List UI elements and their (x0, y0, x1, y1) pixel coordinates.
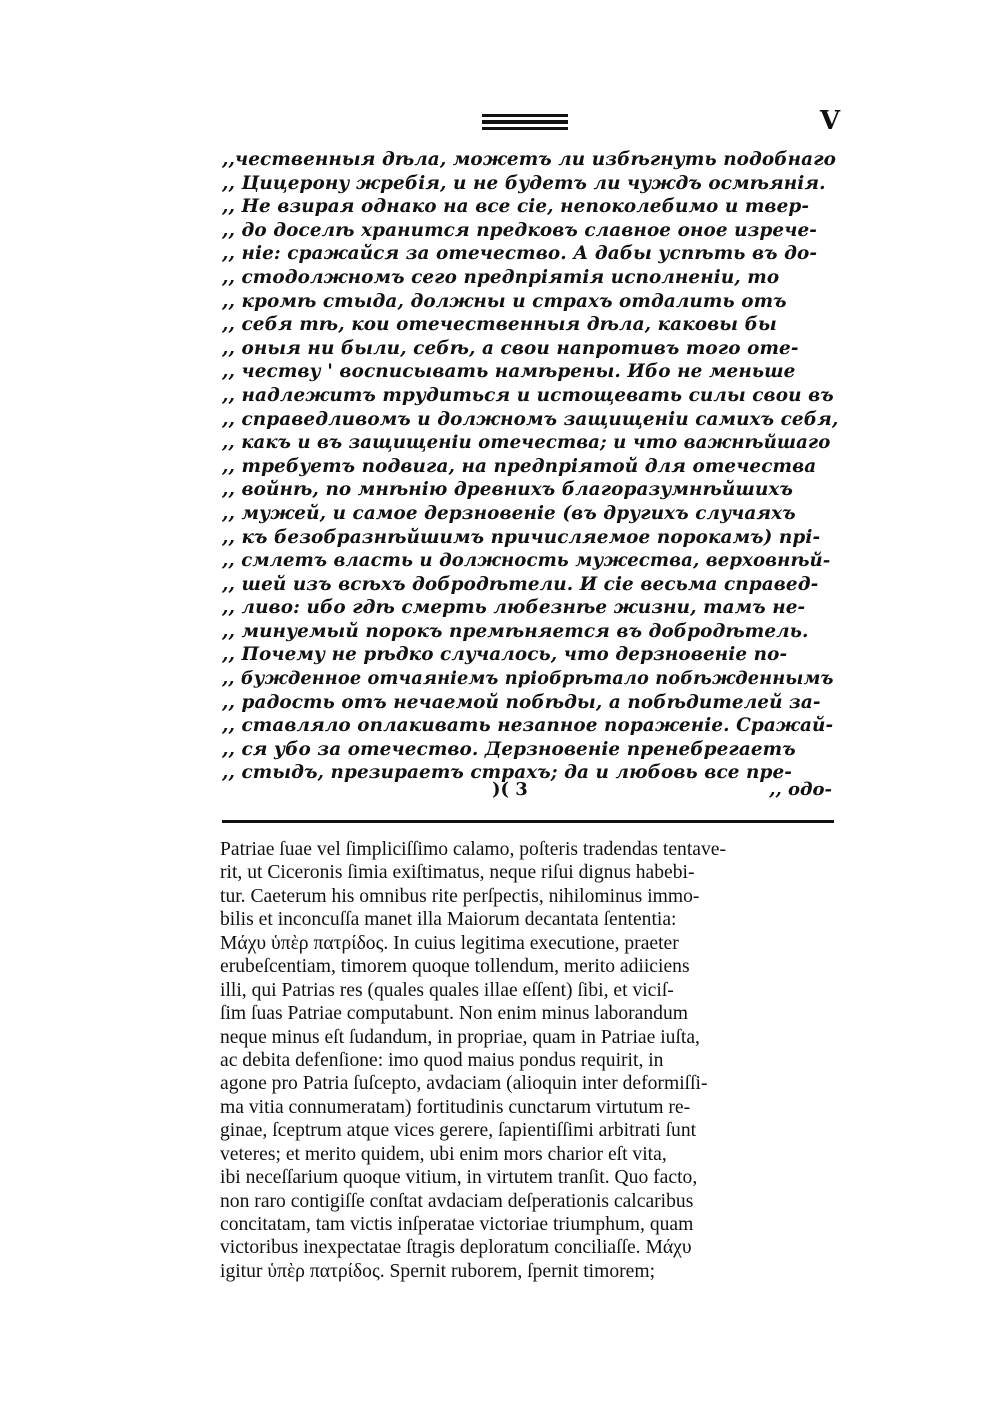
russian-text-line: ,, къ безобразнѣйшимъ причисляемое порокамъ) прі- (222, 526, 821, 548)
latin-text-line: rit, ut Ciceronis ſimia exiſtimatus, neque riſui dignus habebi- (220, 862, 695, 884)
page-header (220, 104, 840, 138)
latin-text-line: ma vitia connumeratam) fortitudinis cunctarum virtutum re- (220, 1096, 691, 1118)
russian-text-line: ,, ся убо за отечество. Дерзновеніе пренебрегаетъ (222, 738, 796, 760)
latin-text-line: Μάχυ ὑπὲρ πατρίδος. In cuius legitima executione, praeter (220, 932, 679, 954)
russian-text-line: ,, кромѣ стыда, должны и страхъ отдалить отъ (222, 290, 787, 312)
russian-text-line: ,, честву ' восписывать намѣрены. Ибо не меньше (222, 361, 796, 383)
catchword: ,, одо- (769, 779, 832, 800)
signature-mark: )( 3 (492, 779, 528, 800)
russian-text-line: ,, минуемый порокъ премѣняется въ добродѣтель. (222, 620, 809, 642)
russian-text-line: ,, мужей, и самое дерзновеніе (въ другихъ случаяхъ (222, 502, 796, 524)
latin-text-line: non raro contigiſſe conſtat avdaciam deſperationis calcaribus (220, 1190, 694, 1212)
russian-text-line: ,, ливо: ибо гдѣ смерть любезнѣе жизни, тамъ не- (222, 597, 806, 619)
russian-text-line: ,,чественныя дѣла, можетъ ли избѣгнуть подобнаго (222, 149, 837, 170)
russian-text-line: ,, до доселѣ хранится предковъ славное оное изрече- (222, 219, 818, 241)
russian-text-line: ,, стыдъ, презираетъ страхъ; да и любовь все пре- (222, 762, 793, 784)
header-ornament (482, 114, 568, 128)
footnote-divider (222, 820, 834, 823)
latin-text-line: bilis et inconcuſſa manet illa Maiorum decantata ſententia: (220, 909, 677, 931)
russian-text-line: ,, шей изъ всѣхъ добродѣтели. И сіе весьма справед- (222, 573, 819, 595)
russian-text-line: ,, справедливомъ и должномъ защищеніи самихъ себя, (222, 408, 838, 430)
russian-text-block (222, 148, 838, 785)
signature-row (222, 779, 838, 803)
latin-text-line: concitatam, tam victis inſperatae victoriae triumphum, quam (220, 1214, 694, 1235)
latin-text-line: ſim ſuas Patriae computabunt. Non enim minus laborandum (220, 1003, 688, 1025)
russian-text-line: ,, себя тѣ, кои отечественныя дѣла, каковы бы (222, 314, 777, 336)
latin-text-block (220, 838, 838, 1283)
latin-text-line: ginae, ſceptrum atque vices gerere, ſapientiſſimi arbitrati ſunt (220, 1120, 697, 1142)
latin-text-line: ibi neceſſarium quoque vitium, in virtutem tranſit. Quo facto, (220, 1167, 698, 1189)
russian-text-line: ,, Цицерону жребія, и не будетъ ли чуждъ осмѣянія. (222, 172, 826, 194)
latin-text-line: neque minus eſt ſudandum, in propriae, quam in Patriae iuſta, (220, 1026, 700, 1048)
latin-text-line: ac debita defenſione: imo quod maius pondus requirit, in (220, 1049, 664, 1071)
latin-text-line: agone pro Patria ſuſcepto, avdaciam (alioquin inter deformiſſi- (220, 1073, 708, 1095)
russian-text-line: ,, ставляло оплакивать незапное пораженіе. Сражай- (222, 715, 834, 737)
latin-text-line: illi, qui Patrias res (quales quales illae eſſent) ſibi, et viciſ- (220, 979, 674, 1001)
russian-text-line: ,, Не взирая однако на все сіе, непоколебимо и твер- (222, 196, 810, 218)
russian-text-line: ,, оныя ни были, себѣ, а свои напротивъ того оте- (222, 337, 799, 359)
latin-text-line: igitur ὑπὲρ πατρίδος. Spernit ruborem, ſpernit timorem; (220, 1260, 656, 1282)
latin-text-line: tur. Caeterum his omnibus rite perſpectis, nihilominus immo- (220, 885, 700, 907)
latin-text-line: victoribus inexpectatae ſtragis deploratum conciliaſſe. Μάχυ (220, 1237, 692, 1259)
russian-text-line: ,, Почему не рѣдко случалось, что дерзновеніе по- (222, 644, 788, 666)
russian-text-line: ,, смлетъ власть и должность мужества, верховнѣй- (222, 550, 831, 572)
russian-text-line: ,, радость отъ нечаемой побѣды, а побѣдителей за- (222, 691, 821, 713)
russian-text-line: ,, войнѣ, по мнѣнію древнихъ благоразумнѣйшихъ (222, 479, 793, 501)
page-number: V (819, 106, 840, 136)
russian-text-line: ,, требуетъ подвига, на предпріятой для отечества (222, 455, 817, 477)
latin-text-line: veteres; et merito quidem, ubi enim mors charior eſt vita, (220, 1143, 667, 1165)
russian-text-line: ,, какъ и въ защищеніи отечества; и что важнѣйшаго (222, 432, 831, 454)
russian-text-line: ,, надлежитъ трудиться и истощевать силы свои въ (222, 384, 834, 406)
russian-text-line: ,, стодолжномъ сего предпріятія исполненіи, то (222, 266, 780, 288)
russian-text-line: ,, бужденное отчаяніемъ пріобрѣтало побѣжденнымъ (222, 668, 834, 690)
latin-text-line: erubeſcentiam, timorem quoque tollendum, merito adiiciens (220, 956, 690, 978)
russian-text-line: ,, ніе: сражайся за отечество. А дабы успѣть въ до- (222, 243, 818, 265)
latin-text-line: Patriae ſuae vel ſimpliciſſimo calamo, poſteris tradendas tentave- (220, 839, 726, 860)
